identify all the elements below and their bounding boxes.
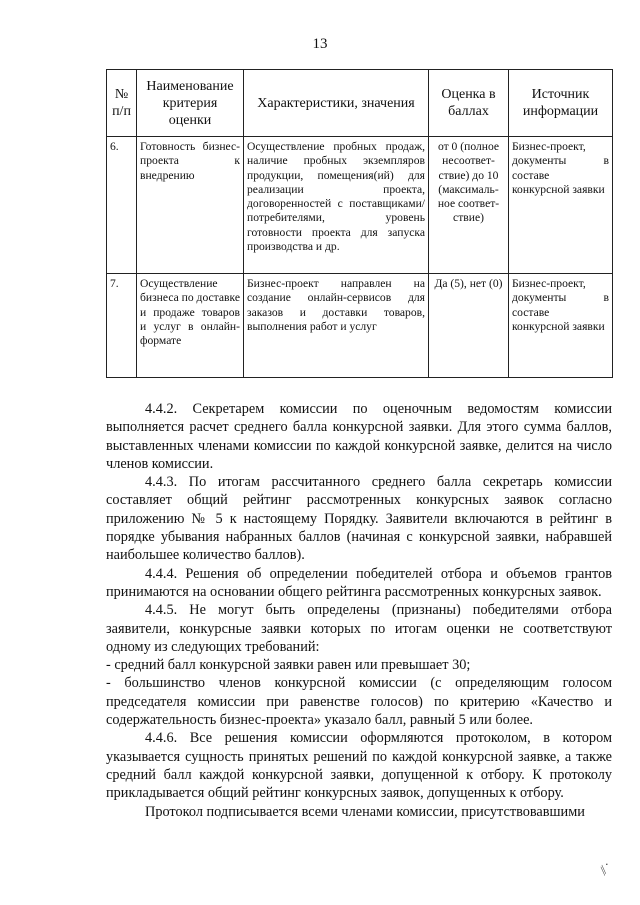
criterion-name: Готовность бизнес-проекта к внедрению [137, 137, 244, 274]
header-score: Оценка в баллах [429, 70, 509, 137]
paragraph-4-4-2: 4.4.2. Секретарем комиссии по оценочным ведомостям комиссии выполняется расчет среднего балла конкурсной заявки. Для этого сумма баллов, выставленных членами комиссии по каждой конкурсной заявке, делится на число членов комиссии. [106, 401, 612, 472]
header-number: № п/п [107, 70, 137, 137]
table-row [107, 274, 613, 378]
header-characteristics: Характеристики, значения [244, 70, 429, 137]
paragraph-4-4-4: 4.4.4. Решения об определении победителей отбора и объемов грантов принимаются на основании общего рейтинга рассмотренных конкурсных заявок. [106, 565, 612, 600]
header-criterion: Наименование критерия оценки [137, 70, 244, 137]
criterion-score: от 0 (полное несоответ- ствие) до 10 (максималь- ное соответ- ствие) [429, 137, 509, 274]
information-source: Бизнес-проект, документы в составе конкурсной заявки [509, 274, 613, 378]
body-text [106, 400, 612, 821]
criteria-table [106, 69, 613, 378]
paragraph-4-4-3: 4.4.3. По итогам рассчитанного среднего балла секретарь комиссии составляет общий рейтинг рассмотренных конкурсных заявок согласно приложению № 5 к настоящему Порядку. Заявители включаются в рейтинг в порядке убывания набранных баллов (начиная с конкурсной заявки, набравшей наибольшее количество баллов). [106, 474, 612, 564]
criterion-characteristics: Бизнес-проект направлен на создание онлайн-сервисов для заказов и доставки товаров, выполнения работ и услуг [244, 274, 429, 378]
criterion-characteristics: Осуществление пробных продаж, наличие пробных экземпляров продукции, помещения(ий) для реализации проекта, договоренностей с поставщиками/потребителями, уровень готовности проекта для запуска производства и др. [244, 137, 429, 274]
header-source: Источник информации [509, 70, 613, 137]
requirement-item: - средний балл конкурсной заявки равен или превышает 30; [106, 657, 471, 674]
paragraph-4-4-5: 4.4.5. Не могут быть определены (признаны) победителями отбора заявители, конкурсные заявки которых по итогам оценки не соответствуют одному из следующих требований: [106, 602, 612, 655]
paragraph-protocol: Протокол подписывается всеми членами комиссии, присутствовавшими [145, 803, 585, 820]
row-number: 6. [107, 137, 137, 274]
page-number: 13 [312, 36, 328, 52]
criterion-name: Осуществление бизнеса по доставке и продаже товаров и услуг в онлайн-формате [137, 274, 244, 378]
information-source: Бизнес-проект, документы в составе конкурсной заявки [509, 137, 613, 274]
paragraph-4-4-6: 4.4.6. Все решения комиссии оформляются протоколом, в котором указывается сущность принятых решений по каждой конкурсной заявке, а также средний балл каждой конкурсной заявки, допущенной к отбору. К протоколу прикладывается общий рейтинг конкурсных заявок, допущенных к отбору. [106, 730, 612, 802]
row-number: 7. [107, 274, 137, 378]
table-row [107, 137, 613, 274]
handwritten-mark-icon: ⁄⁄ · [596, 858, 614, 876]
table-header-row [107, 70, 613, 137]
requirement-item: - большинство членов конкурсной комиссии (с определяющим голосом председателя комиссии при равенстве голосов) по критерию «Качество и содержательность бизнес-проекта» указало балл, равный 5 или более. [106, 675, 612, 729]
criterion-score: Да (5), нет (0) [429, 274, 509, 378]
